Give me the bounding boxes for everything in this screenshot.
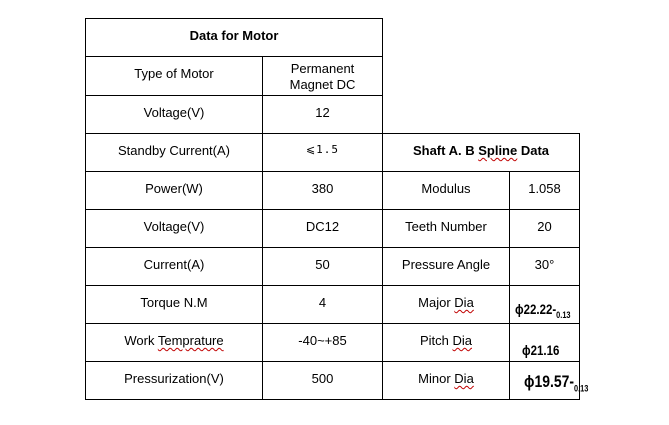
label-text: Voltage(V) [143, 219, 205, 234]
motor-row-label [85, 56, 263, 96]
spline-row-label [382, 209, 510, 248]
label-text [420, 333, 472, 348]
label-text: Modulus [421, 181, 471, 196]
label-text: Voltage(V) [143, 105, 205, 120]
motor-row-value [262, 171, 383, 210]
motor-row-value [262, 247, 383, 286]
motor-row-value [262, 361, 383, 400]
value-text: DC12 [305, 219, 340, 234]
label-text: Type of Motor [134, 66, 214, 81]
value-text: 380 [311, 181, 334, 196]
motor-row-value [262, 209, 383, 248]
label-prefix: Minor [418, 371, 455, 386]
value-main: ϕ19.57- [524, 371, 574, 391]
value-text: 500 [311, 371, 334, 386]
label-prefix: Pitch [419, 333, 453, 348]
spline-row-label [382, 323, 510, 362]
label-text: Current(A) [143, 257, 205, 272]
value-text: 20 [537, 219, 552, 234]
spline-row-value [509, 323, 580, 362]
spline-row-value [509, 285, 580, 324]
value-text: 50 [315, 257, 330, 272]
label-prefix: Major [418, 295, 455, 310]
motor-row-label [85, 133, 263, 172]
spline-row-value [509, 209, 580, 248]
motor-row-value [262, 285, 383, 324]
title-suffix: Data [517, 143, 550, 158]
motor-row-label [85, 247, 263, 286]
value-text: 1.058 [528, 181, 561, 196]
label-text: Teeth Number [405, 219, 487, 234]
motor-row-value [262, 323, 383, 362]
value-main: ϕ22.22- [515, 301, 557, 318]
value-text: 4 [318, 295, 327, 310]
motor-table-title [85, 18, 383, 57]
label-text: Torque N.M [140, 295, 208, 310]
motor-row-label [85, 209, 263, 248]
value-text [515, 301, 571, 320]
label-text: Power(W) [145, 181, 203, 196]
spline-row-label [382, 247, 510, 286]
value-text: -40~+85 [298, 333, 347, 348]
value-sub: 0.13 [573, 383, 589, 393]
motor-row-value [262, 133, 383, 172]
title-prefix: Shaft A. B [412, 143, 479, 158]
motor-row-label [85, 171, 263, 210]
motor-row-label [85, 323, 263, 362]
spline-row-value [509, 361, 589, 400]
label-text [124, 333, 223, 348]
label-squiggle: Dia [452, 333, 473, 348]
value-sub: 0.13 [556, 310, 571, 320]
spline-table-title [382, 133, 580, 172]
value-main: ϕ21.16 [522, 342, 560, 358]
label-squiggle: Temprature [157, 333, 224, 348]
label-text: Standby Current(A) [118, 143, 230, 158]
label-text: Pressurization(V) [124, 371, 224, 386]
spline-title-text [413, 143, 549, 158]
value-text [524, 372, 588, 393]
title-squiggle: Spline [478, 143, 518, 158]
motor-row-label [85, 285, 263, 324]
motor-row-value [262, 95, 383, 134]
label-squiggle: Dia [454, 371, 474, 386]
motor-row-value [262, 56, 383, 96]
motor-row-label [85, 95, 263, 134]
spline-row-label [382, 361, 510, 400]
value-text: 12 [315, 105, 330, 120]
motor-title-text: Data for Motor [189, 28, 279, 43]
label-squiggle: Dia [454, 295, 474, 310]
label-text: Pressure Angle [401, 257, 491, 272]
label-text [418, 371, 474, 386]
value-text: ⩽1.5 [305, 143, 340, 156]
label-prefix: Work [124, 333, 158, 348]
spline-row-label [382, 285, 510, 324]
spline-row-value [509, 247, 580, 286]
value-text: Permanent Magnet DC [289, 61, 356, 92]
value-text: 30° [534, 257, 555, 272]
motor-row-label [85, 361, 263, 400]
label-text [418, 295, 474, 310]
spline-row-label [382, 171, 510, 210]
spline-row-value [509, 171, 580, 210]
